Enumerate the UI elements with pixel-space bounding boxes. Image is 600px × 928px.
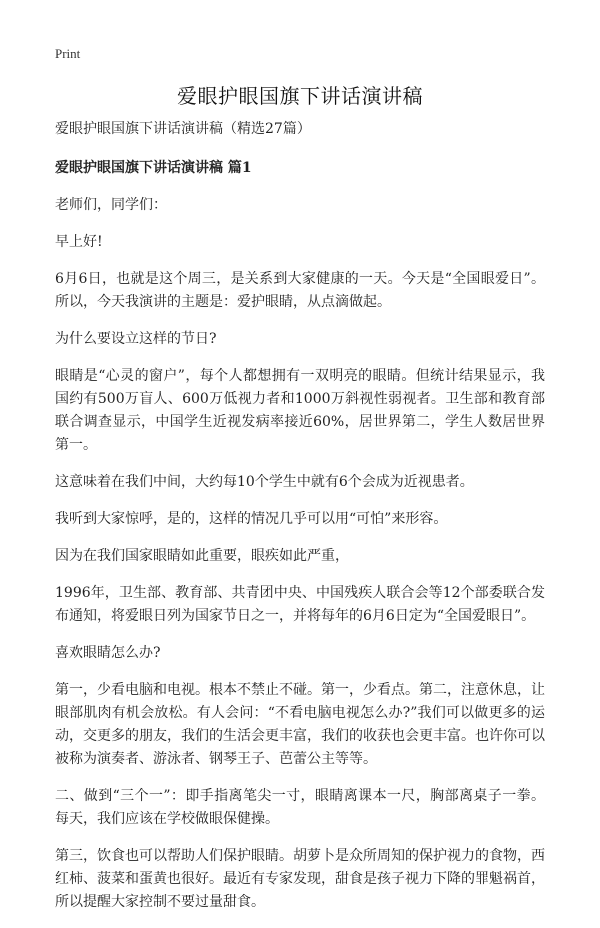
paragraph-greeting: 老师们，同学们： bbox=[55, 197, 167, 213]
paragraph-question: 喜欢眼睛怎么办? bbox=[55, 645, 161, 661]
document-subtitle: 爱眼护眼国旗下讲话演讲稿（精选27篇） bbox=[55, 121, 311, 137]
paragraph: 这意味着在我们中间，大约每10个学生中就有6个会成为近视患者。 bbox=[55, 474, 474, 490]
paragraph: 第三，饮食也可以帮助人们保护眼睛。胡萝卜是众所周知的保护视力的食物，西红柿、菠菜和蛋黄也很好。最近有专家发现，甜食是孩子视力下降的罪魁祸首，所以提醒大家控制不要过量甜食。 bbox=[55, 848, 545, 910]
paragraph: 因为在我们国家眼睛如此重要，眼疾如此严重， bbox=[55, 548, 349, 564]
paragraph: 1996年，卫生部、教育部、共青团中央、中国残疾人联合会等12个部委联合发布通知，将爱眼日列为国家节日之一，并将每年的6月6日定为“全国爱眼日”。 bbox=[55, 585, 545, 624]
paragraph-question: 为什么要设立这样的节日? bbox=[55, 331, 217, 347]
paragraph: 眼睛是“心灵的窗户”，每个人都想拥有一双明亮的眼睛。但统计结果显示，我国约有500万盲人、600万低视力者和1000万斜视性弱视者。卫生部和教育部联合调查显示，中国学生近视发病率接近60%，居世界第二，学生人数居世界第一。 bbox=[55, 368, 545, 453]
paragraph: 6月6日，也就是这个周三，是关系到大家健康的一天。今天是“全国眼爱日”。所以，今天我演讲的主题是：爱护眼睛，从点滴做起。 bbox=[55, 271, 545, 310]
paragraph: 第一，少看电脑和电视。根本不禁止不碰。第一，少看点。第二，注意休息，让眼部肌肉有机会放松。有人会问：“不看电脑电视怎么办?”我们可以做更多的运动，交更多的朋友，我们的生活会更丰富，我们的收获也会更丰富。也许你可以被称为演奏者、游泳者、钢琴王子、芭蕾公主等等。 bbox=[55, 682, 545, 767]
document-body bbox=[55, 118, 545, 928]
paragraph-good-morning: 早上好! bbox=[55, 234, 103, 250]
page-title: 爱眼护眼国旗下讲话演讲稿 bbox=[177, 84, 423, 108]
print-link[interactable]: Print bbox=[55, 46, 81, 61]
paragraph: 二、做到“三个一”：即手指离笔尖一寸，眼睛离课本一尺，胸部离桌子一拳。每天，我们应该在学校做眼保健操。 bbox=[55, 788, 545, 827]
paragraph: 我听到大家惊呼，是的，这样的情况几乎可以用“可怕”来形容。 bbox=[55, 511, 448, 527]
section-heading: 爱眼护眼国旗下讲话演讲稿 篇1 bbox=[55, 160, 252, 176]
